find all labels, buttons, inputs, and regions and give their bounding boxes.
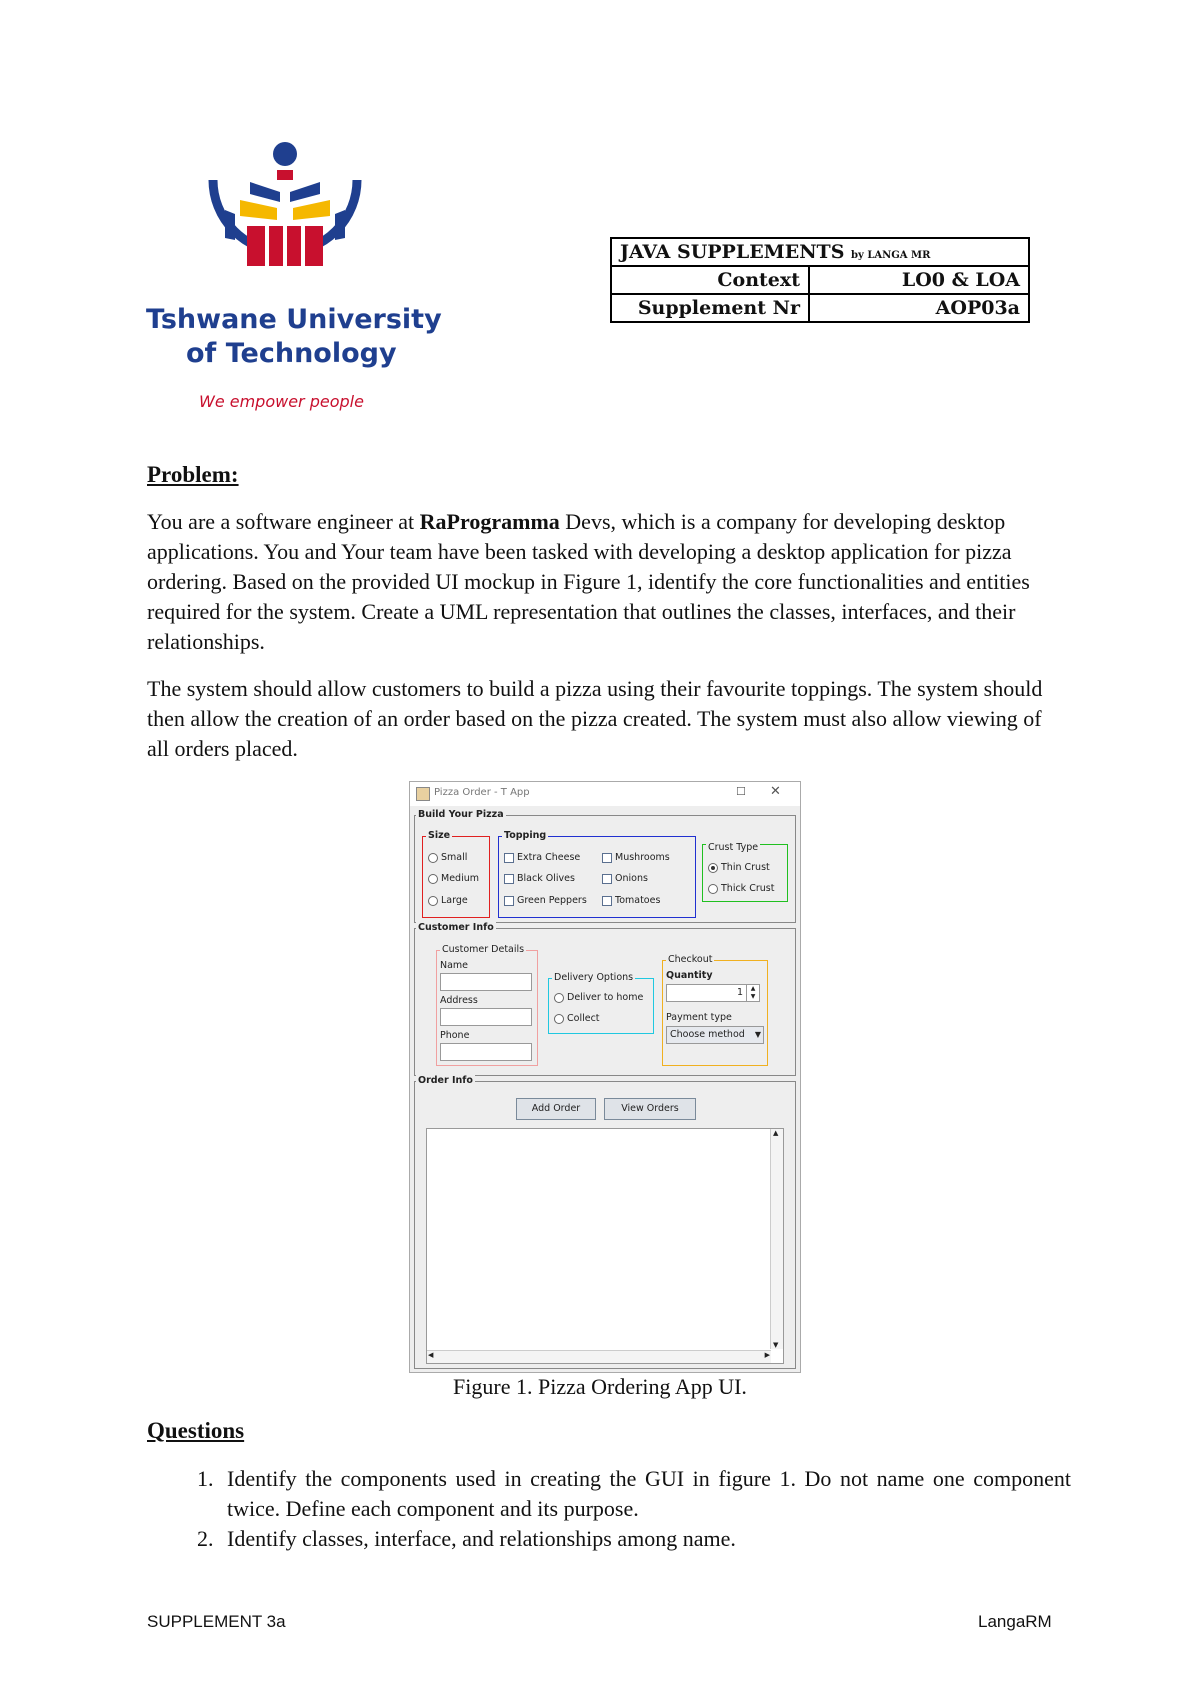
topping-onions-checkbox[interactable]: Onions [602,873,648,884]
size-small-radio[interactable]: Small [428,852,467,863]
checkout-title: Checkout [668,954,713,965]
name-field[interactable] [440,973,532,991]
add-order-button[interactable]: Add Order [516,1098,596,1120]
delivery-collect-radio[interactable]: Collect [554,1013,600,1024]
java-app-icon [416,787,430,801]
crust-thin-radio[interactable]: Thin Crust [708,862,770,873]
address-field[interactable] [440,1008,532,1026]
scroll-left-icon[interactable]: ◀ [428,1351,434,1359]
para1-start: You are a software engineer at [147,509,420,534]
topping-title: Topping [504,830,547,841]
table-author: by LANGA MR [851,250,931,261]
chevron-down-icon[interactable]: ▼ [754,1030,761,1039]
table-title: JAVA SUPPLEMENTS [620,241,845,263]
context-value: LO0 & LOA [809,266,1029,294]
view-orders-button[interactable]: View Orders [604,1098,696,1120]
scroll-right-icon[interactable]: ▶ [764,1351,770,1359]
orders-text-area[interactable] [426,1128,784,1364]
scroll-down-icon[interactable]: ▼ [773,1341,779,1349]
order-info-title: Order Info [418,1075,473,1086]
window-title: Pizza Order - T App [434,787,530,798]
table-title-cell [611,238,1029,266]
vertical-scrollbar[interactable] [770,1129,783,1349]
questions-heading: Questions [147,1418,245,1443]
question-item: 1. Identify the components used in creating the GUI in figure 1. Do not name one component twice. Define each component and its purpose. [219,1464,1071,1524]
delivery-title: Delivery Options [554,972,634,983]
spinner-arrows-icon[interactable]: ▲ ▼ [746,985,759,1001]
tut-logo [195,140,375,290]
supplement-label: Supplement Nr [611,294,809,322]
problem-paragraph-1 [147,507,1047,657]
footer-right: LangaRM [978,1612,1052,1631]
delivery-group [548,978,654,1034]
size-title: Size [428,830,451,841]
quantity-label: Quantity [666,970,713,981]
quantity-value: 1 [736,987,743,998]
build-pizza-title: Build Your Pizza [418,809,504,820]
horizontal-scrollbar[interactable] [427,1350,771,1363]
quantity-spinner[interactable] [666,984,760,1002]
logo-name-line2: of Technology [186,338,397,369]
topping-mushrooms-checkbox[interactable]: Mushrooms [602,852,670,863]
crust-thick-radio[interactable]: Thick Crust [708,883,774,894]
delivery-home-radio[interactable]: Deliver to home [554,992,643,1003]
logo-tagline: We empower people [199,392,364,411]
topping-tomatoes-checkbox[interactable]: Tomatoes [602,895,660,906]
payment-dropdown[interactable] [666,1026,764,1044]
topping-black-olives-checkbox[interactable]: Black Olives [504,873,575,884]
maximize-icon[interactable]: ☐ [736,785,746,798]
pizza-app-window [409,781,801,1373]
customer-info-title: Customer Info [418,922,494,933]
problem-heading: Problem: [147,462,239,487]
topping-green-peppers-checkbox[interactable]: Green Peppers [504,895,587,906]
address-label: Address [440,995,478,1006]
name-label: Name [440,960,469,971]
window-titlebar [410,782,800,806]
problem-paragraph-2: The system should allow customers to build a pizza using their favourite toppings. The system should then allow the creation of an order based on the pizza created. The system must also allow viewing of all orders placed. [147,676,1043,761]
payment-value: Choose method [670,1029,745,1040]
question-item: 2. Identify classes, interface, and relationships among name. [219,1524,1071,1554]
supplement-info-table [610,237,1030,323]
tut-emblem-icon [195,140,375,290]
crust-title: Crust Type [708,842,759,853]
size-medium-radio[interactable]: Medium [428,873,479,884]
para1-rest: Devs, which is a company for developing desktop applications. You and Your team have been tasked with developing a desktop application for pizza ordering. Based on the provided UI mockup in Figure 1, identify the core functionalities and entities required for the system. Create a UML representation that outlines the classes, interfaces, and their relationships. [147,509,1030,654]
payment-label: Payment type [666,1012,732,1023]
footer-left: SUPPLEMENT 3a [147,1612,286,1631]
phone-label: Phone [440,1030,470,1041]
logo-name-line1: Tshwane University [146,304,442,335]
company-name: RaProgramma [419,509,560,534]
supplement-value: AOP03a [809,294,1029,322]
scroll-up-icon[interactable]: ▲ [773,1129,779,1137]
context-label: Context [611,266,809,294]
close-icon[interactable]: ✕ [770,784,781,799]
customer-details-title: Customer Details [442,944,525,955]
phone-field[interactable] [440,1043,532,1061]
size-large-radio[interactable]: Large [428,895,468,906]
topping-extra-cheese-checkbox[interactable]: Extra Cheese [504,852,580,863]
questions-list [147,1464,1071,1554]
figure-caption: Figure 1. Pizza Ordering App UI. [453,1374,747,1399]
